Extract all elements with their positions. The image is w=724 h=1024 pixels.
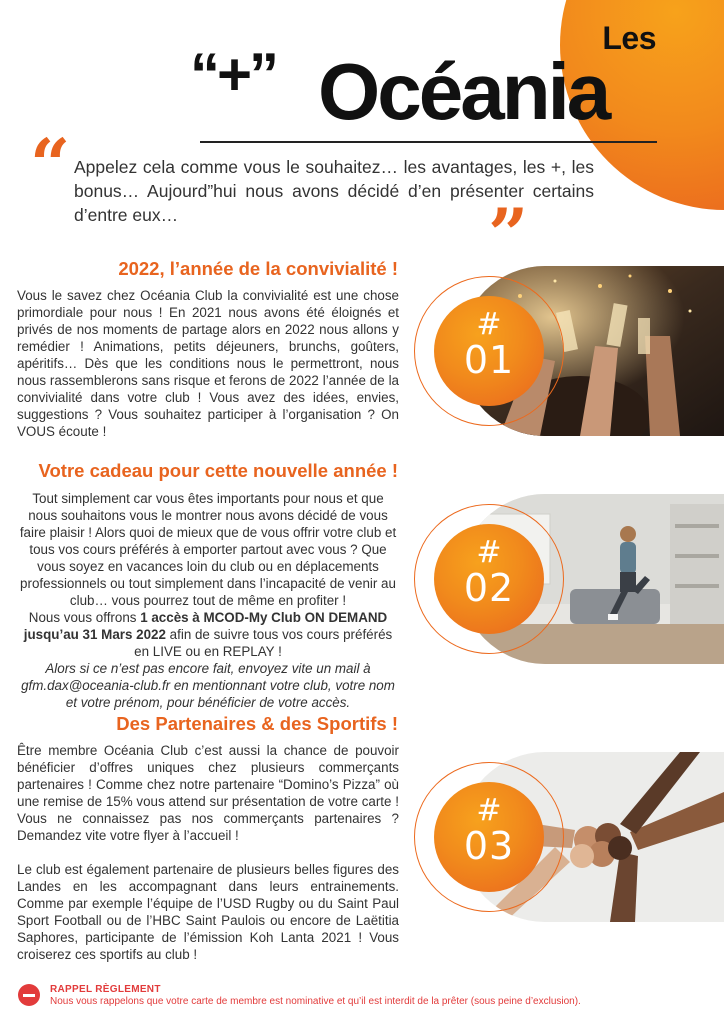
section-1-title: 2022, l’année de la convivialité !	[118, 258, 398, 279]
badge-number: 03	[463, 824, 515, 868]
offer-bold: 1 accès à MCOD-My Club ON DEMAND jusqu’au 31 Mars 2022	[23, 610, 388, 642]
header-les: Les	[602, 20, 656, 56]
section-2-text-intro: Tout simplement car vous êtes importants pour nous et que nous souhaitons vous le montrer nous avons décidé de vous faire plaisir ! Alors quoi de mieux que de vous offrir votre club et tous vos cours préférés à emporter partout avec vous ? Que vous soyez en vacances loin du club ou en déplacements professionnels ou tout simplement dans l’incapacité de venir au club… vous pourrez tout de même en profiter !	[19, 491, 397, 608]
section-2-badge	[434, 524, 544, 634]
open-quote-icon: “	[30, 123, 71, 206]
section-3-badge	[434, 782, 544, 892]
reminder-text: Nous vous rappelons que votre carte de membre est nominative et qu’il est interdit de la prêter (sous peine d’exclusion).	[50, 996, 581, 1007]
section-2-title: Votre cadeau pour cette nouvelle année !	[38, 460, 398, 481]
offer-pre: Nous vous offrons	[28, 610, 141, 625]
section-3-text	[17, 742, 399, 963]
mail-instructions: Alors si ce n’est pas encore fait, envoyez vite un mail à gfm.dax@oceania-club.fr en mentionnant votre club, votre nom et votre prénom, pour bénéficier de votre accès.	[21, 661, 395, 710]
section-2-text	[17, 490, 399, 711]
section-3-text-athletes: Le club est également partenaire de plusieurs belles figures des Landes en les accompagnant dans leurs entrainements. Comme par exemple l’équipe de l’USD Rugby ou du Saint Paul Sport Football ou de l’HBC Saint Paulois ou encore de Laëtitia Saphores, participante de l’émission Koh Lanta 2021 ! Vous croiserez ces sportifs au club !	[17, 862, 399, 962]
badge-number: 01	[463, 338, 515, 382]
section-2-text-mail	[17, 660, 399, 711]
section-2-text-offer	[17, 609, 399, 660]
section-3-text-partners: Être membre Océania Club c’est aussi la chance de pouvoir bénéficier d’offres uniques chez plusieurs commerçants partenaires ! Comme chez notre partenaire “Domino’s Pizza” où une remise de 15% vous attend sur présentation de votre carte ! Vous ne connaissez pas nos commerçants partenaires ? Demandez vite votre flyer à l’accueil !	[17, 743, 399, 843]
header-brand: Océania	[318, 47, 609, 136]
intro-text: Appelez cela comme vous le souhaitez… les avantages, les +, les bonus… Aujourd”hui nous avons décidé d’en présenter certains d’entre eux…	[74, 157, 594, 225]
badge-hash: #	[476, 793, 502, 828]
reminder-title: RAPPEL RÈGLEMENT	[50, 984, 161, 995]
header-plus: “+”	[190, 41, 277, 108]
badge-number: 02	[463, 566, 515, 610]
section-3-title: Des Partenaires & des Sportifs !	[116, 713, 398, 734]
section-1-text: Vous le savez chez Océania Club la convivialité est une chose primordiale pour nous ! En 2021 nous avons été éloignés et privés de nos moments de partage alors en 2022 nous allons y remédier ! Animations, petits déjeuners, brunchs, goûters, apéritifs… Dès que les conditions nous le permettront, nous nous rassemblerons sans risque et ferons de 2022 l’année de la convivialité dans votre club ! Vous avez des idées, envies, suggestions ? Vous souhaitez participer à l’organisation ? On VOUS écoute !	[17, 288, 399, 439]
badge-hash: #	[476, 307, 502, 342]
section-1-badge	[434, 296, 544, 406]
no-entry-icon	[18, 984, 40, 1006]
close-quote-icon: ”	[488, 193, 529, 276]
header-divider	[200, 141, 657, 143]
badge-hash: #	[476, 535, 502, 570]
offer-post: afin de suivre tous vos cours préférés en LIVE ou en REPLAY !	[134, 627, 393, 659]
